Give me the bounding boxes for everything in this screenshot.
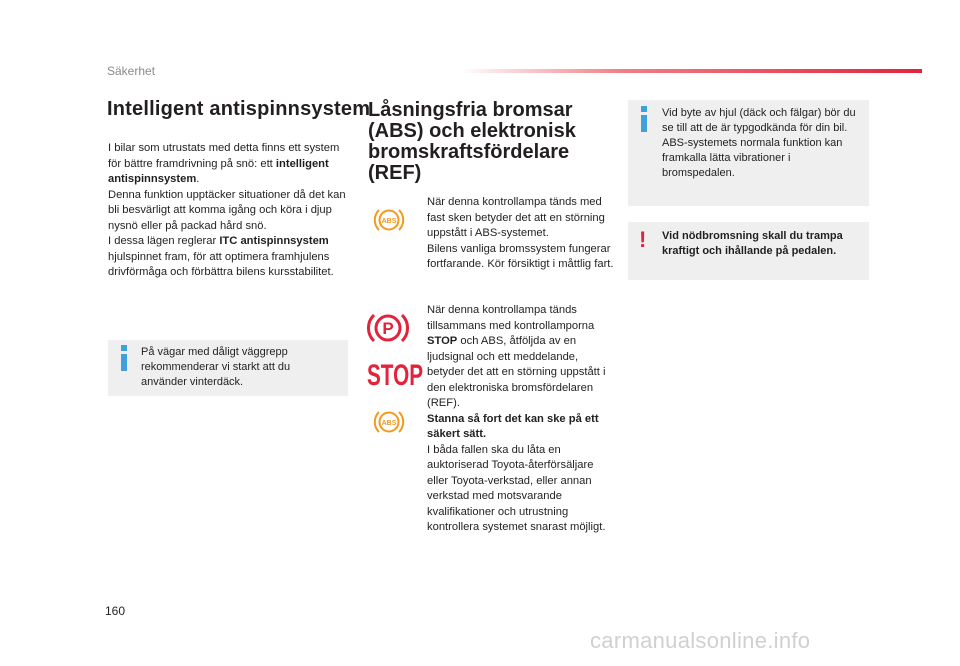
left-title: Intelligent antispinnsystem bbox=[107, 98, 371, 120]
abs-icon-label: ABS bbox=[381, 218, 397, 225]
middle-title: Låsningsfria bromsar (ABS) och elektronisk bromskraftsfördelare (REF) bbox=[368, 99, 576, 184]
ref-description bbox=[427, 303, 617, 536]
left-body bbox=[108, 141, 348, 281]
abs-paragraph-1: När denna kontrollampa tänds med fast sken betyder det att en störning uppstått i ABS-systemet. bbox=[427, 196, 605, 239]
abs-warning-lamp-icon-2 bbox=[373, 407, 405, 437]
left-paragraph-1: I bilar som utrustats med detta finns ett system för bättre framdrivning på snö: ett intelligent antispinnsystem. bbox=[108, 142, 340, 185]
emergency-braking-warning-text: Vid nödbromsning skall du trampa kraftigt och ihållande på pedalen. bbox=[662, 230, 843, 257]
brake-warning-lamp-icon bbox=[366, 310, 410, 346]
abs-warning-lamp-icon bbox=[373, 205, 405, 235]
emergency-braking-warning-box bbox=[628, 222, 869, 280]
wheel-change-info-text: Vid byte av hjul (däck och fälgar) bör du se till att de är typgodkända för din bil. ABS-systemets normala funktion kan framkalla lätta vibrationer i bromspedalen. bbox=[662, 107, 856, 179]
page-number: 160 bbox=[105, 604, 126, 618]
stop-warning-lamp-icon bbox=[366, 356, 424, 392]
wheel-change-info-box bbox=[628, 100, 869, 206]
watermark: carmanualsonline.info bbox=[590, 628, 811, 653]
info-icon-2 bbox=[639, 106, 649, 132]
winter-tyre-info-text: På vägar med dåligt väggrepp rekommenderar vi starkt att du använder vinterdäck. bbox=[141, 346, 291, 388]
abs-icon-label-2: ABS bbox=[381, 420, 397, 427]
ref-paragraph-3: I båda fallen ska du låta en auktoriserad Toyota-återförsäljare eller Toyota-verkstad, eller annan verkstad med motsvarande kvalifikationer och utrustning kontrollera systemet snarast möjligt. bbox=[427, 443, 606, 533]
abs-description bbox=[427, 195, 617, 273]
ref-paragraph-1: När denna kontrollampa tänds tillsammans med kontrollamporna STOP och ABS, åtföljda av en ljudsignal och ett meddelande, betyder det att en störning uppstått i den elektroniska bromsfördelaren (REF). bbox=[427, 304, 606, 409]
stop-icon-label: STOP bbox=[367, 359, 423, 392]
warning-exclamation-icon: ! bbox=[639, 227, 647, 252]
header-gradient-line bbox=[460, 69, 922, 73]
abs-paragraph-2: Bilens vanliga bromssystem fungerar fortfarande. Kör försiktigt i måttlig fart. bbox=[427, 242, 614, 270]
winter-tyre-info-box bbox=[108, 340, 348, 396]
info-icon bbox=[119, 345, 129, 371]
left-paragraph-2: Denna funktion upptäcker situationer då det kan bli besvärligt att komma igång och köra i djup nysnö eller på packad hård snö. bbox=[108, 188, 346, 232]
ref-paragraph-2: Stanna så fort det kan ske på ett säkert sätt. bbox=[427, 412, 599, 440]
brake-icon-label: P bbox=[382, 319, 394, 338]
left-paragraph-3: I dessa lägen reglerar ITC antispinnsystem hjulspinnet fram, för att optimera framhjulens drivförmåga och förbättra bilens kursstabilitet. bbox=[108, 235, 334, 278]
section-label: Säkerhet bbox=[107, 64, 156, 78]
